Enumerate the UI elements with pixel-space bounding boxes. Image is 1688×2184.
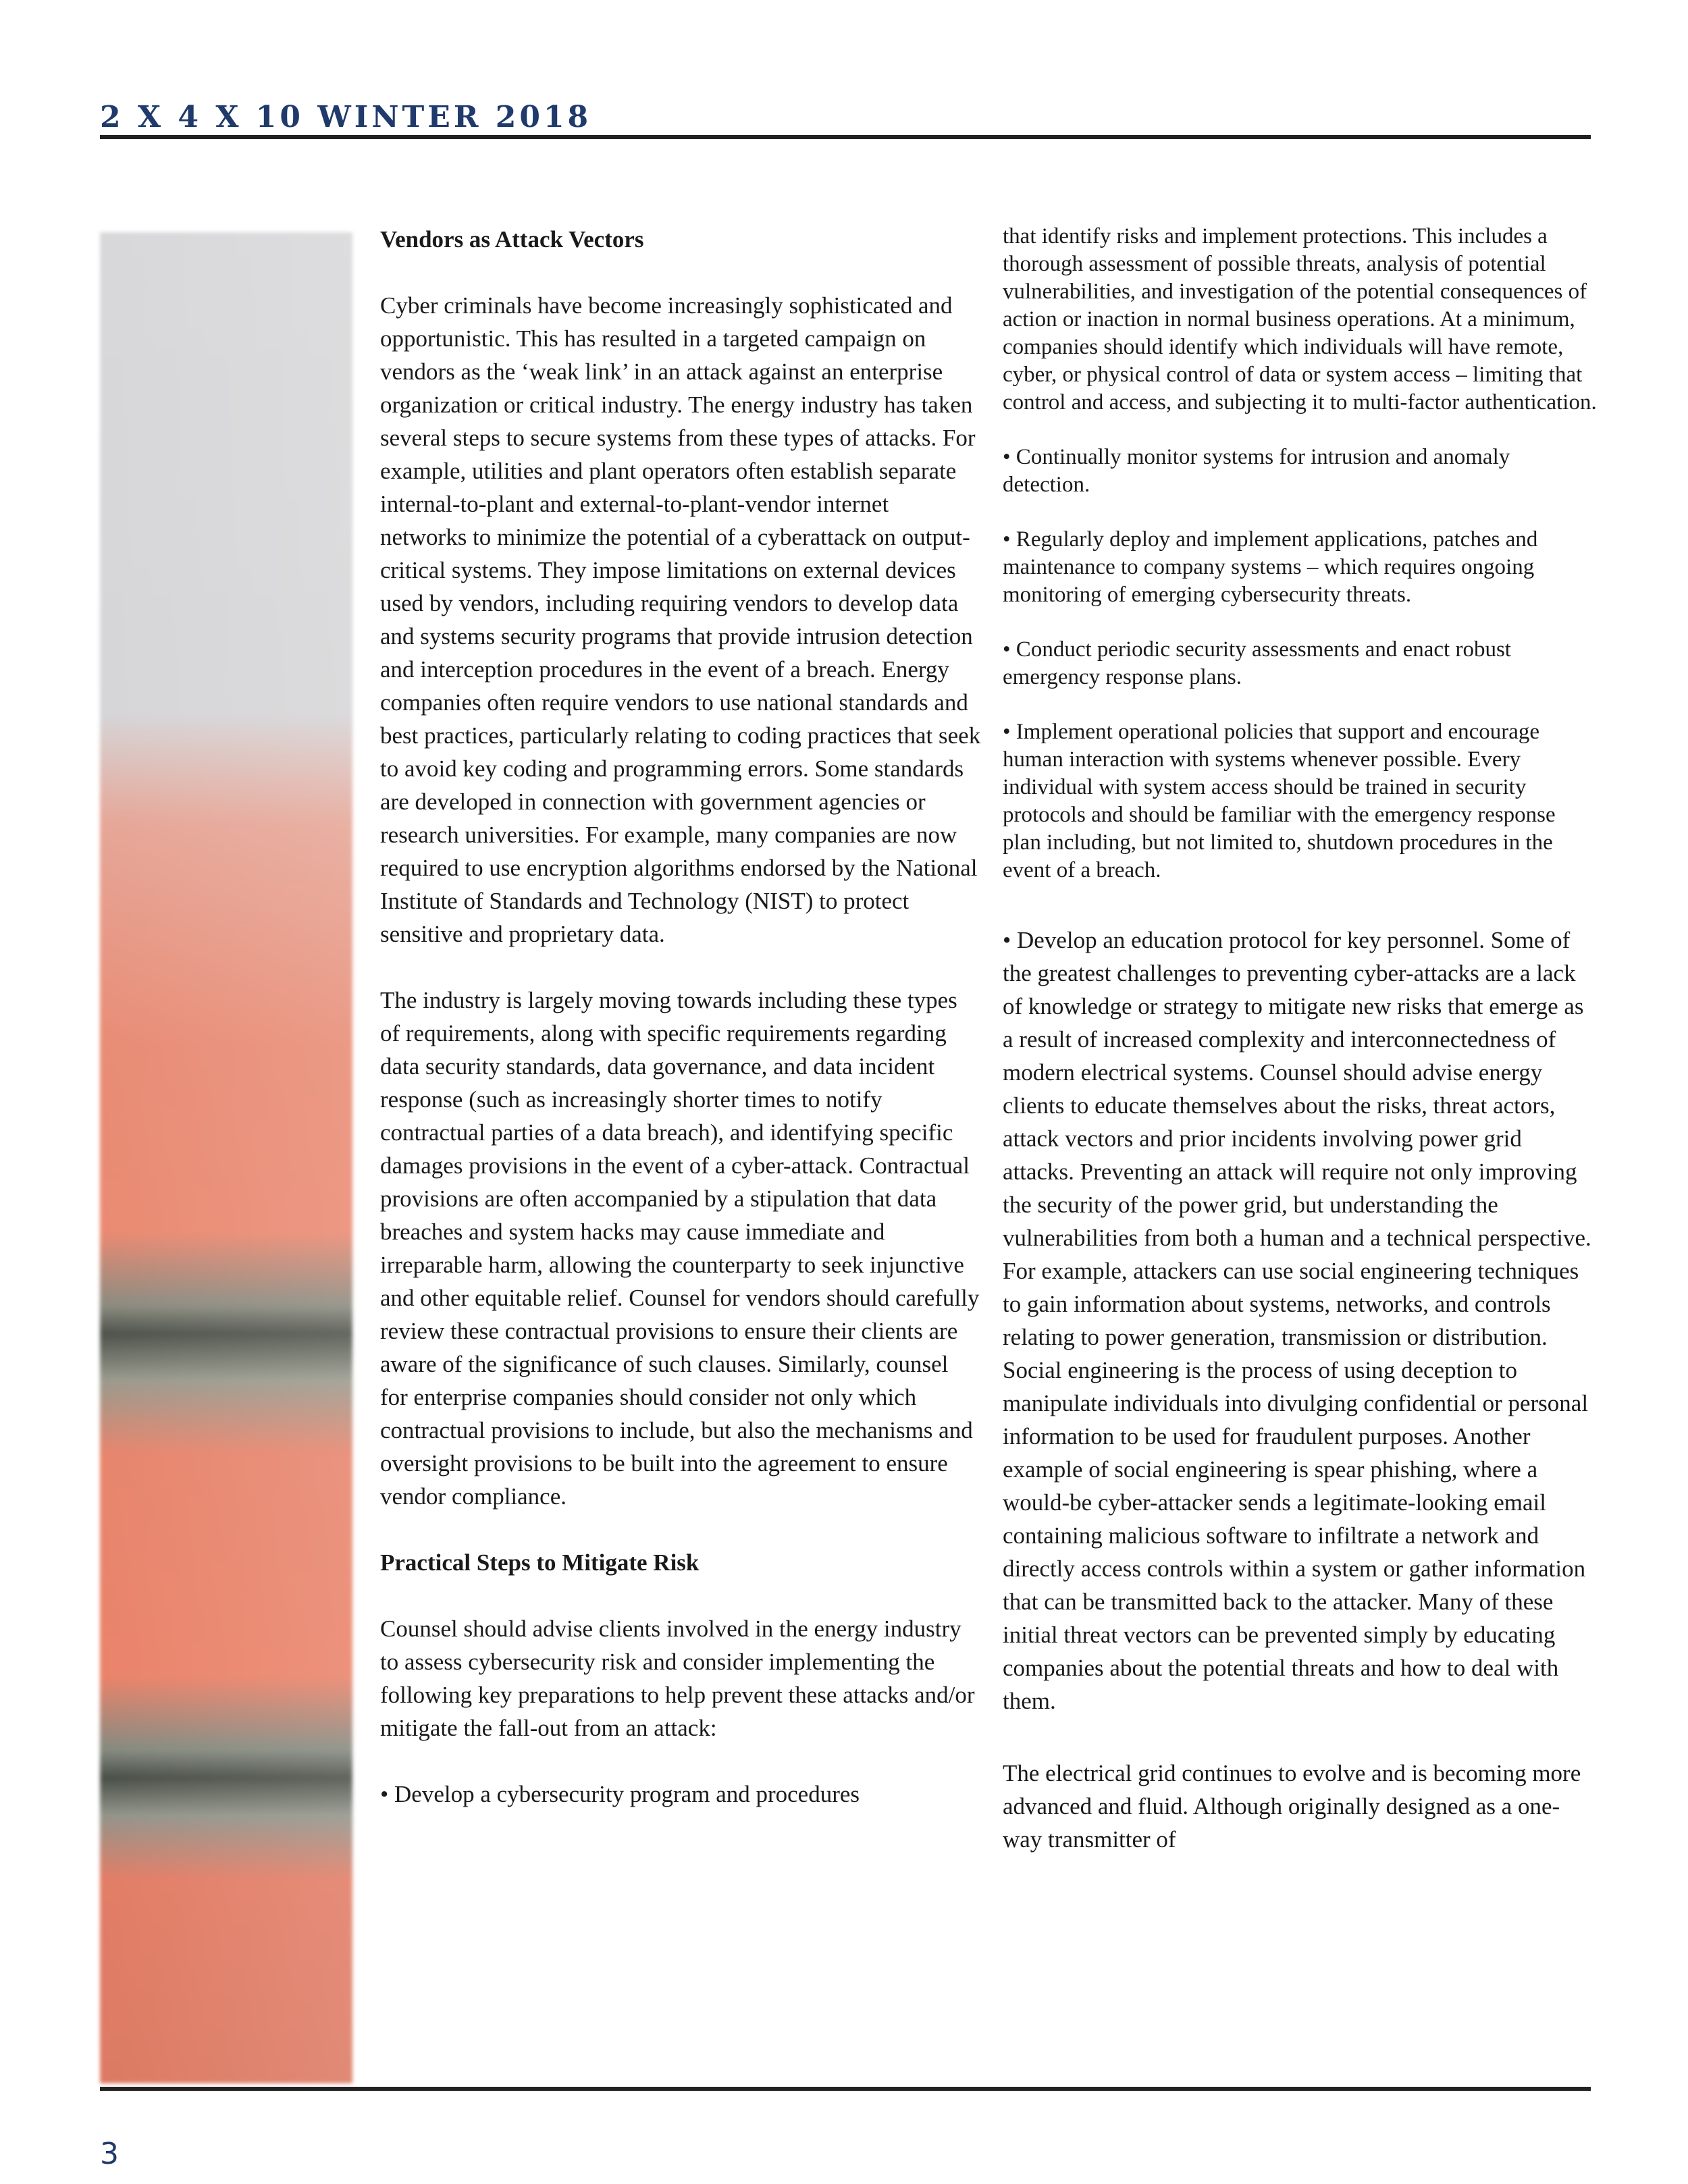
footer-rule bbox=[100, 2087, 1591, 2091]
publication-header: 2 X 4 X 10 WINTER 2018 bbox=[100, 100, 592, 134]
paragraph: Counsel should advise clients involved in the energy industry to assess cybersecurity risk and consider implementing the following key preparations to help prevent these attacks and/or mitigate the fall-out from an attack: bbox=[380, 1616, 975, 1741]
bullet-item: • Regularly deploy and implement applications, patches and maintenance to company systems – which requires ongoing monitoring of emerging cybersecurity threats. bbox=[1003, 527, 1538, 607]
bullet-item: • Continually monitor systems for intrusion and anomaly detection. bbox=[1003, 445, 1510, 497]
section-heading-vendors: Vendors as Attack Vectors bbox=[380, 226, 644, 252]
paragraph: The electrical grid continues to evolve and is becoming more advanced and fluid. Although originally designed as a one-way transmitter of bbox=[1003, 1760, 1581, 1853]
cake-photo bbox=[100, 232, 352, 2083]
section-heading-practical-steps: Practical Steps to Mitigate Risk bbox=[380, 1549, 700, 1576]
bullet-item: • Conduct periodic security assessments and enact robust emergency response plans. bbox=[1003, 637, 1511, 689]
paragraph: Cyber criminals have become increasingly sophisticated and opportunistic. This has resulted in a targeted campaign on vendors as the ‘weak link’ in an attack against an enterprise organization or critical industry. The energy industry has taken several steps to secure systems from these types of attacks. For example, utilities and plant operators often establish separate internal-to-plant and external-to-plant-vendor internet networks to minimize the potential of a cyberattack on output-critical systems. They impose limitations on external devices used by vendors, including requiring vendors to develop data and systems security programs that provide intrusion detection and interception procedures in the event of a breach. Energy companies often require vendors to use national standards and best practices, particularly relating to coding practices that seek to avoid key coding and programming errors. Some standards are developed in connection with government agencies or research universities. For example, many companies are now required to use encryption algorithms endorsed by the National Institute of Standards and Technology (NIST) to protect sensitive and proprietary data. bbox=[380, 292, 981, 947]
left-column bbox=[380, 223, 981, 1811]
bullet-item: • Implement operational policies that support and encourage human interaction with systems whenever possible. Every individual with system access should be trained in security protocols and should be familiar with the emergency response plan including, but not limited to, shutdown procedures in the event of a breach. bbox=[1003, 720, 1556, 882]
page-number: 3 bbox=[100, 2137, 119, 2171]
bullet-item: • Develop an education protocol for key personnel. Some of the greatest challenges to preventing cyber-attacks are a lack of knowledge or strategy to mitigate new risks that emerge as a result of increased complexity and interconnectedness of modern electrical systems. Counsel should advise energy clients to educate themselves about the risks, threat actors, attack vectors and prior incidents involving power grid attacks. Preventing an attack will require not only improving the security of the power grid, but understanding the vulnerabilities from both a human and a technical perspective. For example, attackers can use social engineering techniques to gain information about systems, networks, and controls relating to power generation, transmission or distribution. Social engineering is the process of using deception to manipulate individuals into divulging confidential or personal information to be used for fraudulent purposes. Another example of social engineering is spear phishing, where a would-be cyber-attacker sends a legitimate-looking email containing malicious software to infiltrate a network and directly access controls within a system or gather information that can be transmitted back to the attacker. Many of these initial threat vectors can be prevented simply by educating companies about the potential threats and how to deal with them. bbox=[1003, 927, 1591, 1714]
bullet-item: • Develop a cybersecurity program and procedures bbox=[380, 1781, 860, 1807]
header-rule bbox=[100, 135, 1591, 139]
paragraph: The industry is largely moving towards including these types of requirements, along with specific requirements regarding data security standards, data governance, and data incident response (such as increasingly shorter times to notify contractual parties of a data breach), and identifying specific damages provisions in the event of a cyber-attack. Contractual provisions are often accompanied by a stipulation that data breaches and system hacks may cause immediate and irreparable harm, allowing the counterparty to seek injunctive and other equitable relief. Counsel for vendors should carefully review these contractual provisions to ensure their clients are aware of the significance of such clauses. Similarly, counsel for enterprise companies should consider not only which contractual provisions to include, but also the mechanisms and oversight provisions to be built into the agreement to ensure vendor compliance. bbox=[380, 987, 980, 1510]
right-column bbox=[1003, 223, 1597, 1856]
bullet-continuation: that identify risks and implement protections. This includes a thorough assessment of possible threats, analysis of potential vulnerabilities, and investigation of the potential consequences of action or inaction in normal business operations. At a minimum, companies should identify which individuals will have remote, cyber, or physical control of data or system access – limiting that control and access, and subjecting it to multi-factor authentication. bbox=[1003, 224, 1597, 415]
